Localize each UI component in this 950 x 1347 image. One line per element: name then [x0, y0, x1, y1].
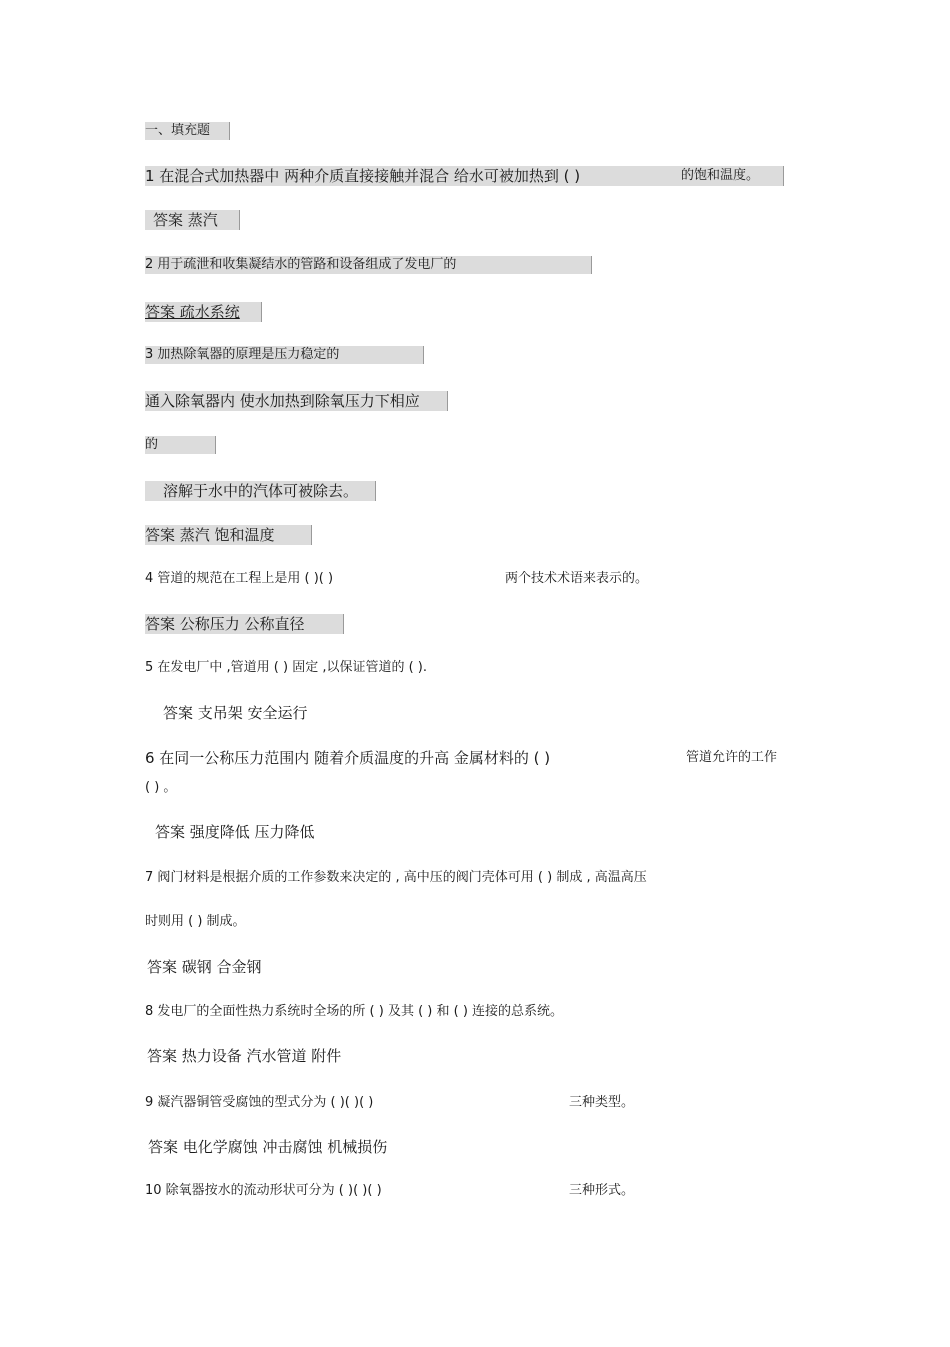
- answer-4: 答案 公称压力 公称直径: [145, 614, 344, 634]
- question-6: 6 在同一公称压力范围内 随着介质温度的升高 金属材料的 ( ) 管道允许的工作: [145, 749, 778, 767]
- question-3-line-3: 的: [145, 436, 216, 454]
- question-8: 8 发电厂的全面性热力系统时全场的所 ( ) 及其 ( ) 和 ( ) 连接的总系统。: [145, 1004, 564, 1019]
- answer-1: 答案 蒸汽: [145, 210, 240, 230]
- answer-5: 答案 支吊架 安全运行: [163, 704, 308, 722]
- answer-8: 答案 热力设备 汽水管道 附件: [147, 1047, 342, 1065]
- question-3-line-4: 溶解于水中的汽体可被除去。: [145, 481, 376, 501]
- question-3-line-1: 3 加热除氧器的原理是压力稳定的: [145, 346, 424, 364]
- answer-7: 答案 碳钢 合金钢: [147, 958, 262, 976]
- question-7-line-2: 时则用 ( ) 制成。: [145, 914, 246, 929]
- answer-2: 答案 疏水系统: [145, 302, 262, 322]
- question-5: 5 在发电厂中 ,管道用 ( ) 固定 ,以保证管道的 ( ).: [145, 660, 428, 675]
- answer-6: 答案 强度降低 压力降低: [155, 823, 315, 841]
- question-7-line-1: 7 阀门材料是根据介质的工作参数来决定的 , 高中压的阀门壳体可用 ( ) 制成 , 高温高压: [145, 870, 647, 885]
- section-title: 一、填充题: [145, 122, 230, 140]
- question-6-line-2: ( ) 。: [145, 780, 177, 795]
- answer-3: 答案 蒸汽 饱和温度: [145, 525, 312, 545]
- question-1: 1 在混合式加热器中 两种介质直接接触并混合 给水可被加热到 ( ) 的饱和温度。: [145, 166, 784, 186]
- question-3-line-2: 通入除氧器内 使水加热到除氧压力下相应: [145, 391, 448, 411]
- question-2: 2 用于疏泄和收集凝结水的管路和设备组成了发电厂的: [145, 256, 592, 274]
- answer-9: 答案 电化学腐蚀 冲击腐蚀 机械损伤: [148, 1138, 388, 1156]
